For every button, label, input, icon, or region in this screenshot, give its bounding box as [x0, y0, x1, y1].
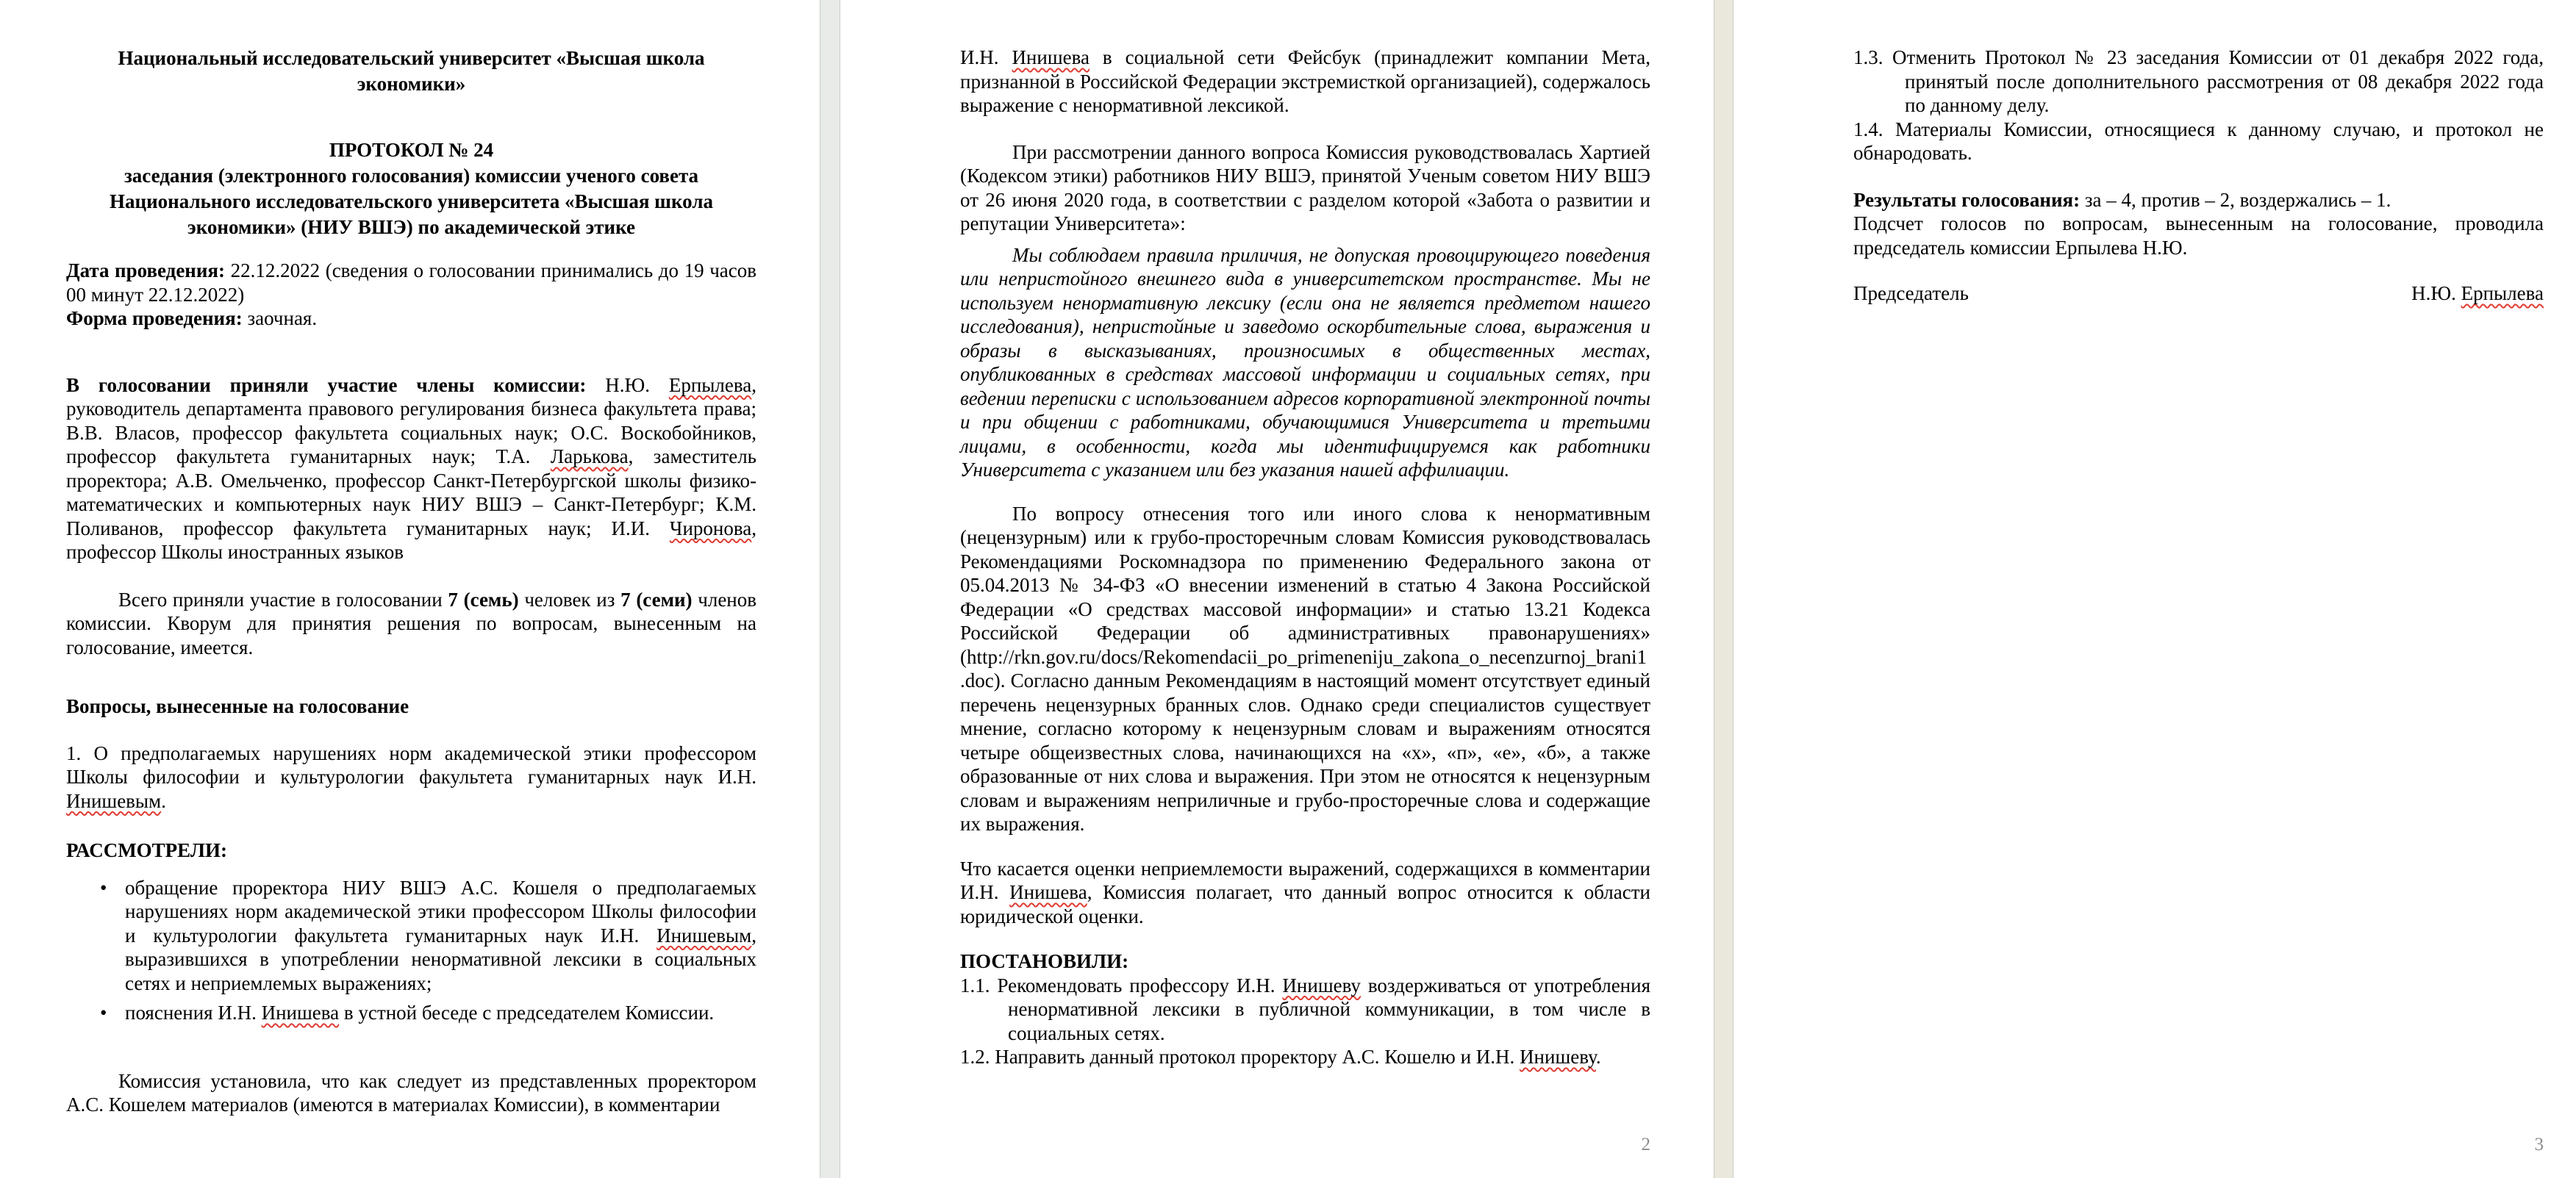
- page-number: 2: [1641, 1135, 1650, 1154]
- blank-line: [960, 928, 1650, 949]
- paragraph: [960, 974, 1650, 1046]
- text-run: При рассмотрении данного вопроса Комиссия руководствовалась Хартией (Кодексом этики) работников НИУ ВШЭ, принятой Ученым советом НИУ ВШЭ от 26 июня 2020 года, в соответствии с разделом которой «Забота о развитии и репутации Университета»:: [960, 140, 1650, 234]
- blank-line: [66, 813, 756, 838]
- text-run: в устной беседе с председателем Комиссии.: [339, 1002, 715, 1024]
- misspelled-word: Ерпылева: [668, 373, 752, 396]
- text-run: Мы соблюдаем правила приличия, не допуская провоцирующего поведения или непристойного внешнего вида в университетском пространстве. Мы не используем ненормативную лексику (если она не является предметом нашего исследования), непристойные и заведомо оскорбительные слова, выражения и образы в высказываниях, произносимых в общественных местах, опубликованных в средствах массовой информации и социальных сетях, при ведении переписки с использованием адресов корпоративной электронной почты и при общении с работниками, обучающимися Университета и третьими лицами, в особенности, когда мы идентифицируемся как работники Университета с указанием или без указания нашей аффилиации.: [960, 243, 1650, 481]
- blank-line: [960, 836, 1650, 857]
- paragraph: [960, 857, 1650, 929]
- text-run: (http://rkn.gov.ru/docs/Rekomendacii_po_primeneniju_zakona_o_necenzurnoj_brani1.doc).: [960, 645, 1647, 692]
- misspelled-word: Инишева: [261, 1002, 340, 1024]
- text-run: ПРОТОКОЛ № 24: [329, 139, 494, 161]
- misspelled-word: Инишеву: [1282, 974, 1361, 996]
- text-run: Председатель: [1853, 282, 1969, 304]
- text-run: Всего приняли участие в голосовании: [118, 588, 448, 611]
- page-number: 3: [2534, 1135, 2544, 1154]
- blank-line: [66, 863, 756, 876]
- text-run: Вопросы, вынесенные на голосование: [66, 695, 409, 717]
- page-3-content: [1734, 0, 2576, 1178]
- text-run: 7 (семь): [448, 588, 519, 611]
- text-run: Форма проведения:: [66, 307, 243, 329]
- paragraph: [66, 373, 756, 564]
- text-run: обращение проректора НИУ ВШЭ А.С. Кошеля о предполагаемых нарушениях норм академической этики профессором Школы философии и культурологии факультета гуманитарных наук И.Н.: [125, 876, 756, 947]
- blank-line: [66, 564, 756, 588]
- blank-line: [1853, 259, 2544, 281]
- paragraph: [66, 741, 756, 814]
- text-run: Н.Ю.: [2411, 282, 2461, 304]
- paragraph: [960, 949, 1650, 974]
- misspelled-word: Инишева: [1012, 46, 1090, 68]
- text-run: , руководитель департамента правового регулирования бизнеса факультета права; В.В. Власов, профессор факультета социальных наук; О.С. Воскобойников, профессор факультета гуманитарных наук; Т.А.: [66, 373, 756, 467]
- text-run: , выразившихся в употреблении ненормативной лексики в социальных сетях и неприемлемых выражениях;: [125, 924, 756, 994]
- text-run: 7 (семи): [620, 588, 693, 611]
- page-1-content: [0, 0, 820, 1178]
- signature-name: [2411, 281, 2544, 306]
- blank-line: [960, 482, 1650, 502]
- paragraph: [66, 588, 756, 660]
- text-run: членов комиссии. Кворум для принятия решения по вопросам, вынесенным на голосование, имеется.: [66, 588, 756, 658]
- paragraph: [960, 46, 1650, 118]
- text-run: .: [1595, 1046, 1601, 1068]
- text-run: 1. О предполагаемых нарушениях норм академической этики профессором Школы философии и культурологии факультета гуманитарных наук И.Н.: [66, 741, 756, 788]
- bullet-icon: •: [100, 1002, 107, 1024]
- paragraph: [66, 259, 756, 306]
- paragraph: [66, 306, 756, 331]
- signature-role-label: [1853, 281, 1969, 306]
- bullet-icon: •: [100, 876, 107, 899]
- text-run: Национальный исследовательский университет «Высшая школа экономики»: [118, 47, 705, 95]
- blank-line: [66, 97, 756, 137]
- paragraph: [960, 1045, 1650, 1069]
- text-run: , профессор Школы иностранных языков: [66, 517, 756, 563]
- text-run: Результаты голосования:: [1853, 188, 2081, 211]
- paragraph: [1853, 212, 2544, 259]
- text-run: ПОСТАНОВИЛИ:: [960, 950, 1129, 972]
- text-run: заседания (электронного голосования) комиссии ученого совета Национального исследовательского университета «Высшая школа экономики» (НИУ ВШЭ) по академической этике: [110, 165, 713, 238]
- page-3: [1734, 0, 2576, 1178]
- paragraph: [66, 1069, 756, 1117]
- blank-line: [66, 240, 756, 259]
- blank-line: [66, 1025, 756, 1069]
- text-run: в социальной сети Фейсбук (принадлежит компании Мета, признанной в Российской Федерации экстремисткой организацией), содержалось выражение с ненормативной лексикой.: [960, 46, 1650, 116]
- text-run: И.Н.: [960, 46, 1012, 68]
- text-run: , Комиссия полагает, что данный вопрос относится к области юридической оценки.: [960, 881, 1651, 927]
- misspelled-word: Ерпылева: [2461, 282, 2544, 304]
- text-run: 1.1. Рекомендовать профессору И.Н.: [960, 974, 1283, 996]
- text-run: за – 4, против – 2, воздержались – 1.: [2080, 188, 2391, 211]
- text-run: Дата проведения:: [66, 259, 226, 281]
- text-run: .: [161, 789, 166, 812]
- text-run: заочная.: [242, 307, 318, 329]
- blank-line: [960, 118, 1650, 140]
- paragraph: [66, 694, 756, 719]
- blank-line: [1853, 165, 2544, 188]
- signature-row: [1853, 281, 2544, 306]
- text-run: 1.4. Материалы Комиссии, относящиеся к данному случаю, и протокол не обнародовать.: [1853, 118, 2544, 164]
- paragraph: [66, 46, 756, 97]
- misspelled-word: Инишевым: [66, 789, 162, 812]
- text-run: пояснения И.Н.: [125, 1002, 262, 1024]
- paragraph: [960, 502, 1650, 836]
- text-run: человек из: [518, 588, 621, 611]
- text-run: 22.12.2022 (сведения о голосовании принимались до 19 часов 00 минут 22.12.2022): [66, 259, 757, 306]
- blank-line: [66, 331, 756, 373]
- bullet-item: [66, 1001, 756, 1025]
- text-run: В голосовании приняли участие члены комиссии:: [66, 373, 587, 396]
- blank-line: [960, 236, 1650, 243]
- paragraph: [1853, 188, 2544, 212]
- text-run: воздерживаться от употребления ненормативной лексики в публичной коммуникации, в том числе в социальных сетях.: [1008, 974, 1651, 1044]
- paragraph: [960, 243, 1650, 482]
- text-run: По вопросу отнесения того или иного слова к ненормативным (нецензурным) или к грубо-просторечным словам Комиссия руководствовалась Рекомендациями Роскомнадзора по применению Федерального закона от 05.04.2013 № 34-ФЗ «О внесении изменений в статью 4 Закона Российской Федерации «О средствах массовой информации» и статью 13.21 Кодекса Российской Федерации об административных правонарушениях»: [960, 502, 1650, 644]
- page-2-content: [840, 0, 1714, 1178]
- text-run: Н.Ю.: [586, 373, 669, 396]
- blank-line: [66, 995, 756, 1001]
- misspelled-word: Инишеву: [1520, 1046, 1596, 1068]
- page-1: [0, 0, 820, 1178]
- paragraph: [66, 137, 756, 240]
- text-run: Подсчет голосов по вопросам, вынесенным на голосование, проводила председатель комиссии Ерпылева Н.Ю.: [1853, 212, 2544, 259]
- paragraph: [1853, 118, 2544, 165]
- text-run: 1.2. Направить данный протокол проректору А.С. Кошелю и И.Н.: [960, 1046, 1520, 1068]
- misspelled-word: Чиронова: [669, 517, 752, 539]
- text-run: Согласно данным Рекомендациям в настоящий момент отсутствует единый перечень нецензурных бранных слов. Однако среди специалистов существует мнение, согласно которому к нецензурным словам и выражениям относятся четыре общеизвестных слова, начинающихся на «х», «п», «е», «б», а также образованные от них слова и выражения. При этом не относятся к нецензурным словам и выражениям неприличные и грубо-просторечные слова и содержащие их выражения.: [960, 669, 1650, 835]
- page-gap: [820, 0, 840, 1178]
- bullet-item: [66, 876, 756, 996]
- paragraph: [66, 838, 756, 863]
- paragraph: [1853, 46, 2544, 118]
- text-run: 1.3. Отменить Протокол № 23 заседания Комиссии от 01 декабря 2022 года, принятый после дополнительного рассмотрения от 08 декабря 2022 года по данному делу.: [1853, 46, 2544, 116]
- page-2: [840, 0, 1714, 1178]
- paragraph: [960, 140, 1650, 236]
- misspelled-word: Инишевым: [656, 924, 752, 947]
- text-run: Комиссия установила, что как следует из представленных проректором А.С. Кошелем материалов (имеются в материалах Комиссии), в комментарии: [66, 1069, 756, 1116]
- text-run: , заместитель проректора; А.В. Омельченко, профессор Санкт-Петербургской школы физико-математических и компьютерных наук НИУ ВШЭ – Санкт-Петербург; К.М. Поливанов, профессор факультета гуманитарных наук; И.И.: [66, 445, 756, 539]
- blank-line: [66, 719, 756, 741]
- misspelled-word: Инишева: [1009, 881, 1087, 903]
- misspelled-word: Ларькова: [550, 445, 629, 467]
- page-gap: [1714, 0, 1734, 1178]
- text-run: Что касается оценки неприемлемости выражений, содержащихся в комментарии И.Н.: [960, 857, 1650, 903]
- text-run: РАССМОТРЕЛИ:: [66, 839, 227, 861]
- blank-line: [66, 659, 756, 694]
